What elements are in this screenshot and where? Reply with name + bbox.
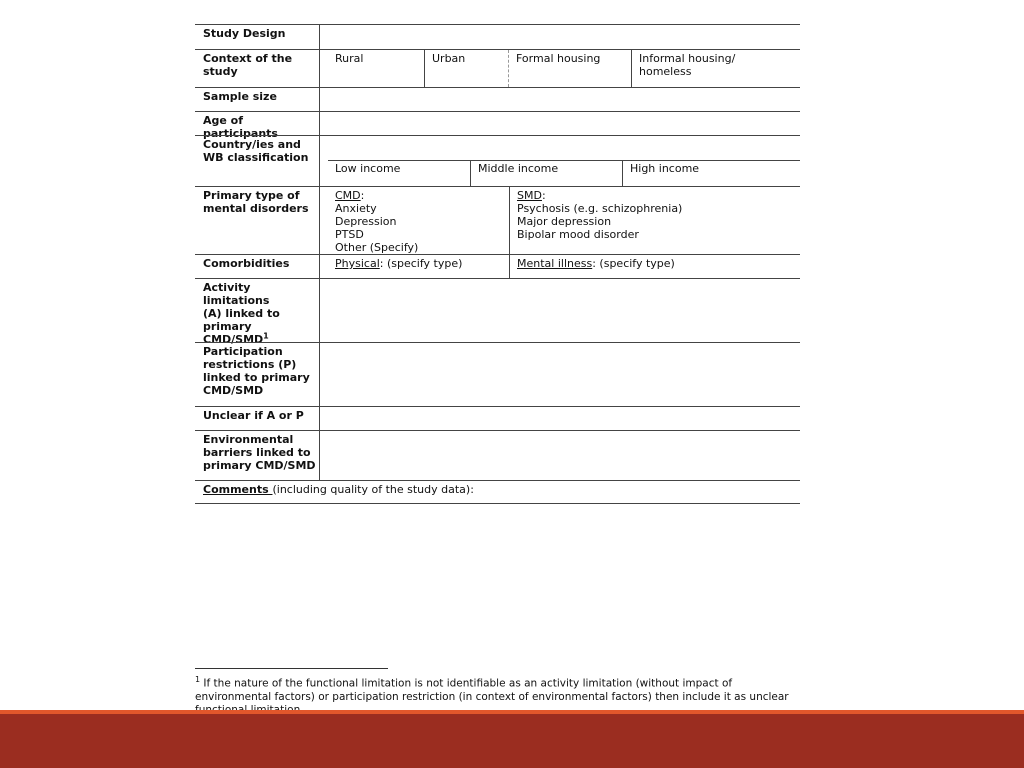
option-middle-income[interactable]: Middle income: [470, 160, 622, 186]
row-country: [195, 135, 800, 186]
option-urban[interactable]: Urban: [424, 50, 508, 87]
label-participation-restrictions: Participation restrictions (P) linked to primary CMD/SMD: [195, 343, 320, 406]
smd-group[interactable]: SMD: Psychosis (e.g. schizophrenia) Major depression Bipolar mood disorder: [509, 187, 800, 254]
option-high-income[interactable]: High income: [622, 160, 800, 186]
cmd-item: PTSD: [335, 228, 364, 241]
footnote-divider: [195, 668, 388, 669]
label-country: Country/ies and WB classification: [195, 136, 320, 186]
disorder-options: [328, 187, 800, 254]
context-options: [328, 50, 800, 87]
country-area: [328, 136, 800, 186]
cmd-item: Other (Specify): [335, 241, 419, 254]
label-comorbidities: Comorbidities: [195, 255, 320, 278]
smd-item: Bipolar mood disorder: [517, 228, 639, 241]
row-sample-size: [195, 87, 800, 111]
footnote-ref: 1: [263, 331, 269, 341]
comorbidity-physical[interactable]: Physical: (specify type): [335, 257, 463, 270]
label-study-design: Study Design: [195, 25, 320, 49]
cmd-item: Anxiety: [335, 202, 377, 215]
row-age: [195, 111, 800, 140]
label-age: Age of participants: [195, 112, 320, 135]
option-rural[interactable]: Rural: [335, 52, 364, 65]
row-study-design: [195, 24, 800, 49]
smd-item: Major depression: [517, 215, 612, 228]
label-primary-type: Primary type of mental disorders: [195, 187, 320, 254]
comments-hint: (including quality of the study data):: [272, 483, 474, 496]
smd-item: Psychosis (e.g. schizophrenia): [517, 202, 683, 215]
label-environmental-barriers: Environmental barriers linked to primary CMD/SMD: [195, 431, 320, 480]
row-primary-type: [195, 186, 800, 254]
footnote-marker: 1: [195, 675, 201, 684]
label-activity-limitations: Activity limitations (A) linked to primary CMD/SMD$^1$: [195, 279, 320, 342]
comorbidity-mental-illness[interactable]: Mental illness: (specify type): [509, 255, 800, 278]
option-low-income[interactable]: Low income: [335, 162, 401, 175]
option-informal-housing[interactable]: Informal housing/ homeless: [631, 50, 800, 87]
field-participation-restrictions[interactable]: [328, 343, 800, 406]
row-comorbidities: [195, 254, 800, 278]
footer-band: [0, 714, 1024, 768]
cmd-title: CMD: [335, 189, 361, 202]
row-unclear: [195, 406, 800, 430]
comments-label: Comments: [203, 483, 273, 496]
row-environmental-barriers: [195, 430, 800, 480]
study-extraction-form: [195, 24, 800, 504]
label-context: Context of the study: [195, 50, 320, 87]
field-study-design[interactable]: [328, 25, 800, 49]
field-environmental-barriers[interactable]: [328, 431, 800, 480]
field-sample-size[interactable]: [328, 88, 800, 111]
row-activity-limitations: [195, 278, 800, 346]
footnote-text: If the nature of the functional limitation is not identifiable as an activity limitation (without impact of environmental factors) or participation restriction (in context of environmental factors) then include it as unclear: [195, 677, 789, 703]
row-participation-restrictions: [195, 342, 800, 406]
row-context: [195, 49, 800, 87]
row-comments[interactable]: [195, 480, 800, 504]
cmd-item: Depression: [335, 215, 397, 228]
cmd-group[interactable]: CMD: Anxiety Depression PTSD Other (Specify): [328, 187, 509, 254]
field-age[interactable]: [328, 112, 800, 135]
option-formal-housing[interactable]: Formal housing: [508, 50, 631, 87]
field-unclear[interactable]: [328, 407, 800, 430]
smd-title: SMD: [517, 189, 542, 202]
label-unclear: Unclear if A or P: [195, 407, 320, 430]
field-activity-limitations[interactable]: [328, 279, 800, 342]
label-sample-size: Sample size: [195, 88, 320, 111]
